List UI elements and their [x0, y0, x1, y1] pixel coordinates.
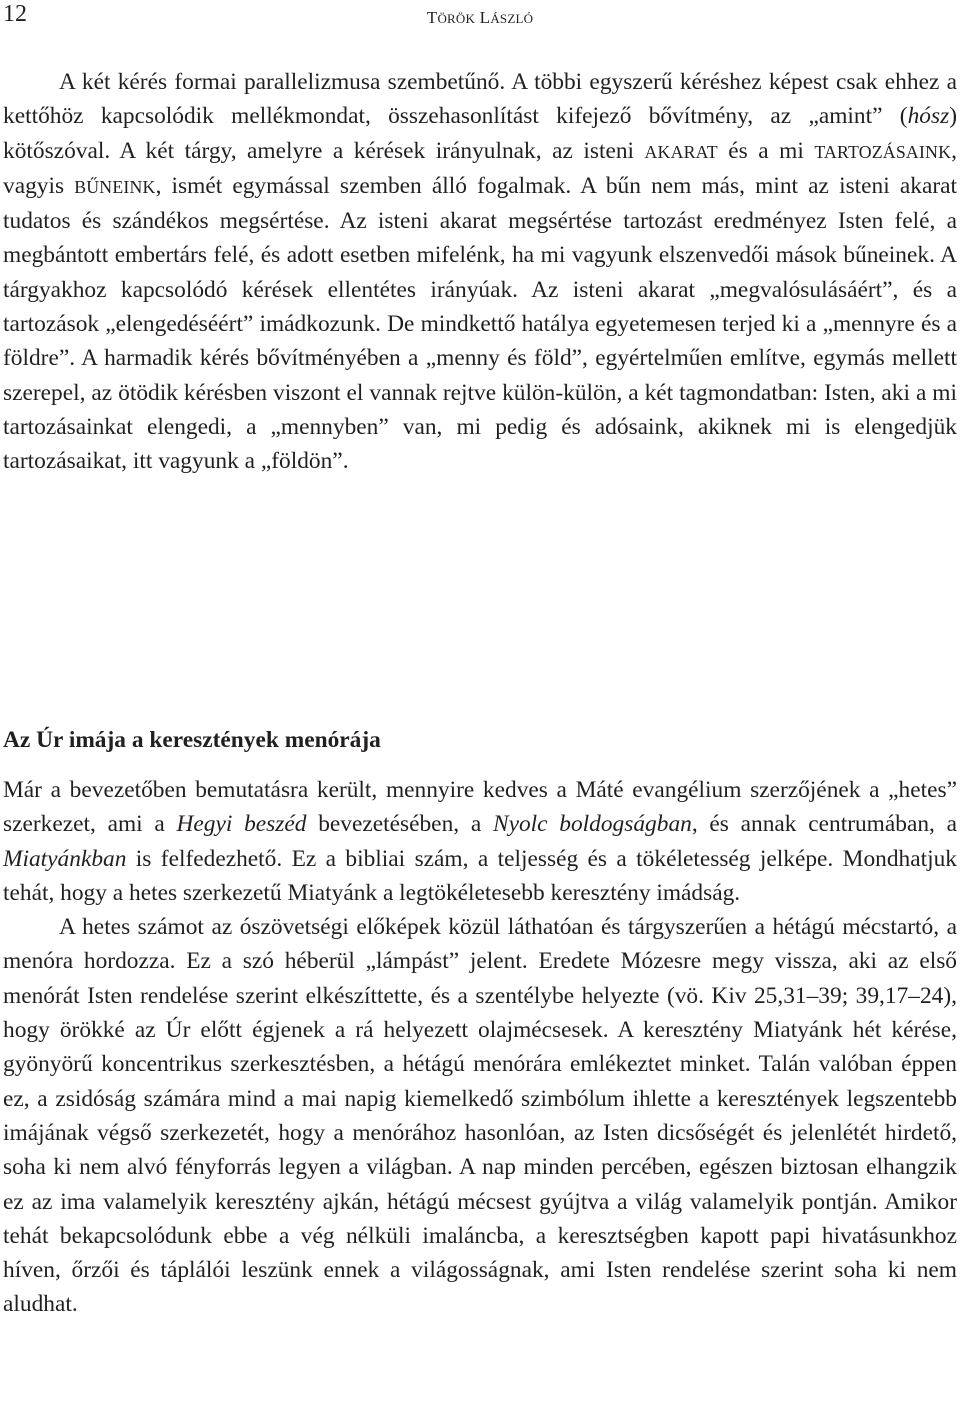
text-run: A két kérés formai parallelizmusa szembetűnő. A többi egyszerű kéréshez képest csak ehhez a kettőhöz kapcsolódik mellékmondat, összehasonlítást kifejező bővítmény, az „amint” ( [3, 69, 957, 130]
paragraph [3, 65, 957, 479]
text-run: , ismét egymással szemben álló fogalmak. A bűn nem más, mint az isteni akarat tudatos és szándékos megsértése. Az isteni akarat megsértése tartozást eredményez Isten felé, a megbántott embertárs felé, és adott esetben mifelénk, ha mi vagyunk elszenvedői mások bűneinek. A tárgyakhoz kapcsolódó kérések ellentétes irányúak. Az isteni akarat „megvalósulásáért”, és a tartozások „elengedéséért” imádkozunk. De mindkettő hatálya egyetemesen terjed ki a „mennyre és a földre”. A harmadik kérés bővítményében a „menny és föld”, egyértelműen említve, egymás mellett szerepel, az ötödik kérésben viszont el vannak rejtve külön-külön, a két tagmondatban: Isten, aki a mi tartozásainkat elengedi, a „mennyben” van, mi pedig és adósaink, akiknek mi is elengedjük tartozásaikat, itt vagyunk a „földön”. [3, 172, 958, 475]
text-run: is felfedezhető. Ez a bibliai szám, a teljesség és a tökéletesség jelképe. Mondhatjuk tehát, hogy a hetes szerkezetű Miatyánk a legtökéletesebb keresztény imádság. [3, 845, 957, 906]
text-run: , és annak centrumában, a [691, 811, 957, 838]
text-run-italic: Nyolc boldogságban [492, 811, 692, 838]
text-run-italic: Hegyi beszéd [176, 811, 307, 838]
running-head-part: ÖRÖK [437, 11, 476, 26]
text-run: ) kötőszóval. A két tárgy, amelyre a kérések irányulnak, az isteni [3, 103, 957, 164]
running-head-part: T [426, 8, 438, 27]
text-run-small-caps: TARTOZÁSAINK [814, 141, 952, 162]
page-number: 12 [3, 1, 27, 27]
page-header [3, 2, 957, 36]
paragraph [3, 910, 957, 1322]
body-text-section [3, 723, 957, 1322]
running-head-part: ÁSZLÓ [490, 11, 534, 26]
text-run: és a mi [717, 137, 815, 164]
text-run: Már a bevezetőben bemutatásra került, mennyire kedves a Máté evangélium szerzőjének a „hetes” szerkezet, ami a [3, 777, 957, 838]
body-text-top [3, 65, 957, 479]
running-head [3, 8, 957, 28]
text-run-small-caps: BŰNEINK [74, 176, 156, 197]
running-head-part: L [475, 8, 491, 27]
text-run-italic: hósz [907, 103, 950, 130]
text-run: bevezetésében, a [306, 811, 493, 838]
section-heading: Az Úr imája a keresztények menórája [3, 727, 381, 753]
text-run-small-caps: AKARAT [644, 141, 718, 162]
text-run: , vagyis [3, 137, 957, 199]
text-run-italic: Miatyánkban [3, 845, 127, 872]
text-run: A hetes számot az ószövetségi előképek közül láthatóan és tárgyszerűen a hétágú mécstartó, a menóra hordozza. Ez a szó héberül „lámpást” jelent. Eredete Mózesre megy vissza, aki az első menórát Isten rendelése szerint elkészíttette, és a szentélybe helyezte (vö. Kiv 25,31–39; 39,17–24), hogy örökké az Úr előtt égjenek a rá helyezett olajmécsesek. A keresztény Miatyánk hét kérése, gyönyörű koncentrikus szerkesztésben, a hétágú menórára emlékeztet minket. Talán valóban éppen ez, a zsidóság számára mind a mai napig kiemelkedő szimbólum ihlette a keresztények legszentebb imájának végső szerkezetét, hogy a menórához hasonlóan, az Isten dicsőségét és jelenlétét hirdető, soha ki nem alvó fényforrás legyen a világban. A nap minden percében, egészen biztosan elhangzik ez az ima valamelyik keresztény ajkán, hétágú mécsest gyújtva a világ valamelyik pontján. Amikor tehát bekapcsolódunk ebbe a vég nélküli imaláncba, a keresztségben kapott papi hivatásunkhoz híven, őrzői és táplálói leszünk ennek a világosságnak, ami Isten rendelése szerint soha ki nem aludhat. [3, 914, 957, 1318]
paragraph [3, 773, 957, 910]
